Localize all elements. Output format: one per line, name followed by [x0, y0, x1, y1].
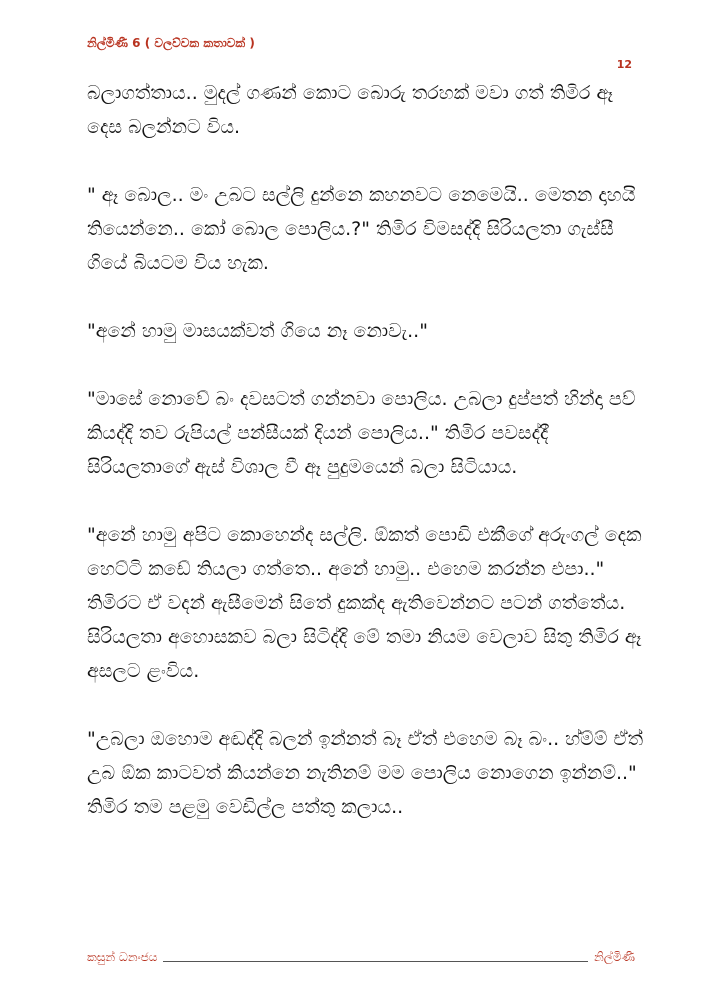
footer-rule [163, 961, 588, 962]
paragraph: "මාසේ නොවේ බං දවසටත් ගන්නවා පොලිය. උබලා දුප්පත් හින්දා පව් කියද්දි තව රුපියල් පන්සීයක් දියන් පොලිය.." තිමිර පවසද්දී සිරියලතාගේ ඇස් විශාල වී ඈ පුදුමයෙන් බලා සිටියාය. [87, 388, 636, 478]
story-body [87, 76, 647, 858]
running-title: නිල්මිණී 6 ( වලව්වක කතාවක් ) [87, 36, 255, 50]
paragraph: බලාගත්තාය.. මුදල් ගණන් කොට බොරු තරහක් මවා ගත් තිමිර ඈ දෙස බලන්නට විය. [87, 82, 613, 138]
page-number: 12 [616, 58, 632, 71]
paragraph: "අනේ හාමු අපිට කොහෙන්ද සල්ලි. ඕකත් පොඩි එකීගේ අරුංගල් දෙක හෙට්ටි කඩේ තියලා ගත්තෙ.. අනේ හාමු.. එහෙම කරන්න එපා.." තිමිරට ඒ වදන් ඇසීමෙන් සිතේ දුකක්ද ඇතිවෙන්නට පටන් ගත්තේය. සිරියලතා අහොසකව බලා සිටිද්දි මේ තමා නියම වෙලාව සිතු තිමිර ඈ අසලට ළංවිය. [87, 524, 642, 682]
footer-title: නිල්මිණී [593, 950, 635, 964]
paragraph: "අනේ හාමු මාසයක්වත් ගියෙ නෑ නොවැ.." [87, 320, 428, 342]
page-footer [87, 950, 635, 965]
paragraph: " ඈ බොල.. මං උබට සල්ලි දුන්නෙ කහනවට නෙමෙයි.. මෙතන දාහයි තියෙන්නෙ.. කෝ බොල පොලිය.?" තිමිර විමසද්දි සිරියලතා ගැස්සී ගියේ බියටම විය හැක. [87, 184, 636, 274]
footer-author: කසුන් ධනංජය [87, 950, 158, 964]
paragraph: "උබලා ඔහොම අඬද්දි බලන් ඉන්නත් බෑ ඒත් එහෙම බෑ බං.. හ්ම්ම් ඒත් උබ ඕක කාටවත් කියන්නෙ නැතිනම් මම පොලිය නොගෙන ඉන්නම්.." තිමිර තම පළමු වෙඩිල්ල පත්තු කලාය.. [87, 728, 644, 818]
